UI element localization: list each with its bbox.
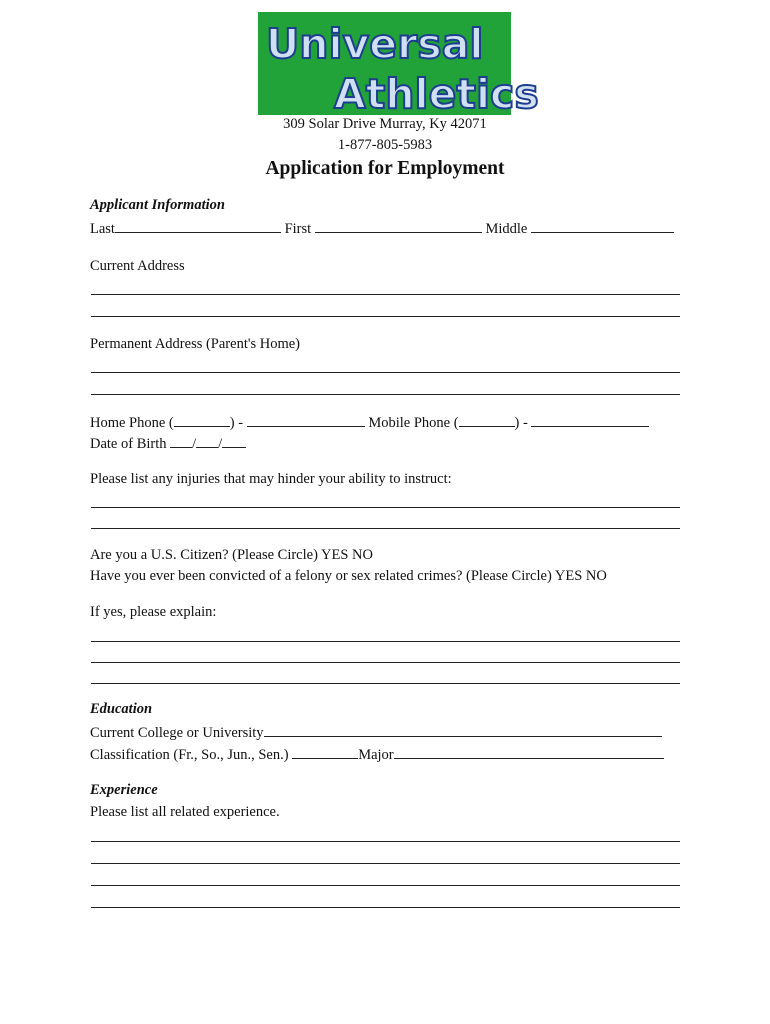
classification-label: Classification (Fr., So., Jun., Sen.) bbox=[90, 747, 289, 763]
explain-line-2[interactable] bbox=[91, 662, 680, 663]
dob-slash-1: / bbox=[192, 436, 197, 452]
experience-line-3[interactable] bbox=[91, 885, 680, 886]
logo-line2: Athletics bbox=[334, 70, 539, 118]
permanent-address-line-2[interactable] bbox=[91, 394, 680, 395]
experience-line-4[interactable] bbox=[91, 907, 680, 908]
college-row bbox=[90, 723, 662, 742]
dob-row bbox=[90, 434, 246, 453]
permanent-address-label: Permanent Address (Parent's Home) bbox=[90, 336, 300, 352]
experience-line-1[interactable] bbox=[91, 841, 680, 842]
dob-slash-2: / bbox=[218, 436, 223, 452]
middle-name-field[interactable] bbox=[531, 219, 674, 233]
college-label: Current College or University bbox=[90, 725, 264, 741]
injuries-line-2[interactable] bbox=[91, 528, 680, 529]
major-field[interactable] bbox=[394, 745, 664, 759]
current-address-line-1[interactable] bbox=[91, 294, 680, 295]
home-phone-separator: ) - bbox=[229, 415, 244, 431]
injuries-label: Please list any injuries that may hinder your ability to instruct: bbox=[90, 471, 452, 487]
company-phone: 1-877-805-5983 bbox=[337, 137, 433, 153]
dob-day-field[interactable] bbox=[196, 434, 218, 448]
home-phone-label: Home Phone ( bbox=[90, 415, 174, 431]
applicant-info-heading: Applicant Information bbox=[90, 197, 225, 213]
major-label: Major bbox=[358, 747, 394, 763]
first-label: First bbox=[284, 221, 312, 237]
explain-line-1[interactable] bbox=[91, 641, 680, 642]
classification-field[interactable] bbox=[292, 745, 358, 759]
name-row bbox=[90, 219, 674, 238]
mobile-phone-label: Mobile Phone ( bbox=[368, 415, 459, 431]
dob-month-field[interactable] bbox=[170, 434, 192, 448]
mobile-phone-area-field[interactable] bbox=[459, 413, 515, 427]
universal-athletics-logo bbox=[258, 12, 539, 118]
permanent-address-line-1[interactable] bbox=[91, 372, 680, 373]
experience-prompt: Please list all related experience. bbox=[90, 804, 280, 820]
current-address-label: Current Address bbox=[90, 258, 185, 274]
education-heading: Education bbox=[90, 701, 153, 717]
injuries-line-1[interactable] bbox=[91, 507, 680, 508]
if-yes-label: If yes, please explain: bbox=[90, 604, 217, 620]
first-name-field[interactable] bbox=[315, 219, 482, 233]
last-label: Last bbox=[90, 221, 115, 237]
dob-label: Date of Birth bbox=[90, 436, 167, 452]
college-field[interactable] bbox=[264, 723, 662, 737]
page-title: Application for Employment bbox=[265, 158, 505, 179]
experience-line-2[interactable] bbox=[91, 863, 680, 864]
company-address: 309 Solar Drive Murray, Ky 42071 bbox=[283, 116, 487, 132]
last-name-field[interactable] bbox=[115, 219, 281, 233]
home-phone-area-field[interactable] bbox=[174, 413, 230, 427]
home-phone-number-field[interactable] bbox=[247, 413, 365, 427]
middle-label: Middle bbox=[485, 221, 528, 237]
mobile-phone-number-field[interactable] bbox=[531, 413, 649, 427]
current-address-line-2[interactable] bbox=[91, 316, 680, 317]
mobile-phone-separator: ) - bbox=[514, 415, 528, 431]
explain-line-3[interactable] bbox=[91, 683, 680, 684]
classification-row bbox=[90, 745, 664, 764]
logo-line1: Universal bbox=[266, 20, 484, 68]
dob-year-field[interactable] bbox=[222, 434, 246, 448]
phone-row bbox=[90, 413, 649, 432]
citizen-question: Are you a U.S. Citizen? (Please Circle) YES NO bbox=[90, 547, 373, 563]
felony-question: Have you ever been convicted of a felony or sex related crimes? (Please Circle) YES NO bbox=[90, 568, 607, 584]
experience-heading: Experience bbox=[90, 782, 158, 798]
